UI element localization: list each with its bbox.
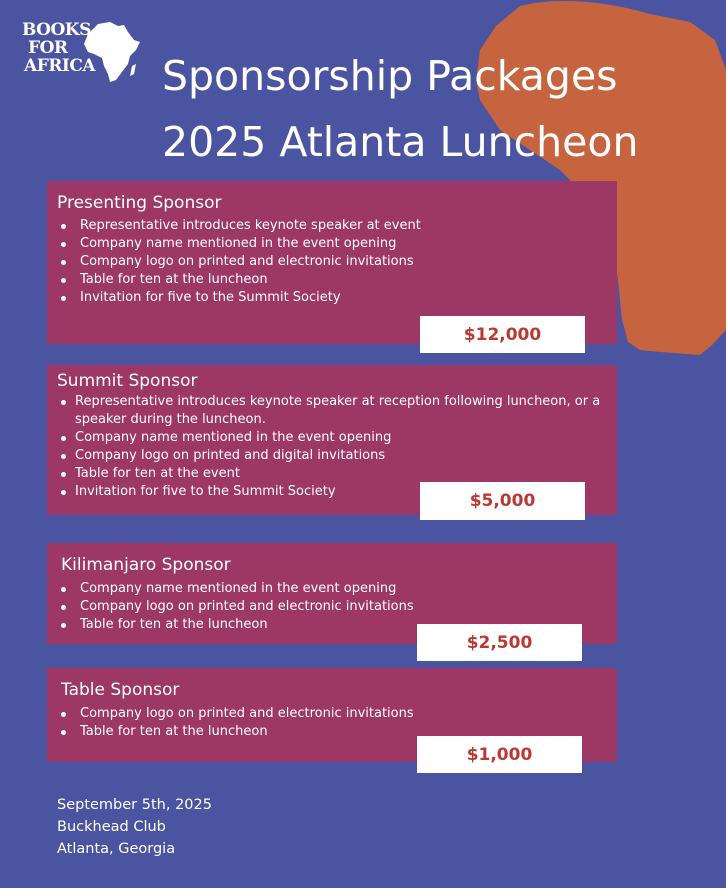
package-title: Summit Sponsor [57,371,198,391]
benefit-item: Company name mentioned in the event opening [57,429,605,447]
africa-map-icon [84,22,140,84]
page-title-line-1: Sponsorship Packages [162,52,618,100]
benefit-item: Invitation for five to the Summit Society [57,289,607,307]
package-card-summit [47,365,617,515]
event-location: Atlanta, Georgia [57,841,176,857]
benefit-item: Table for ten at the luncheon [57,271,607,289]
benefit-item: Company logo on printed and digital invitations [57,447,605,465]
page-title-line-2: 2025 Atlanta Luncheon [162,118,639,166]
package-title: Table Sponsor [61,680,180,700]
logo-text-africa: AFRICA [24,56,96,76]
logo-text-books: BOOKS [22,20,91,40]
benefit-item: Company logo on printed and electronic invitations [57,705,607,723]
package-price: $5,000 [420,482,585,520]
package-card-presenting [47,181,617,344]
package-card-table [47,668,617,765]
logo-text-for: FOR [28,38,68,58]
package-price: $2,500 [417,624,582,661]
event-venue: Buckhead Club [57,819,166,835]
benefit-item: Company name mentioned in the event opening [57,580,607,598]
package-title: Presenting Sponsor [57,193,222,213]
benefit-item: Invitation for five to the Summit Society [57,483,605,501]
event-date: September 5th, 2025 [57,797,212,813]
package-benefits [57,217,607,307]
package-title: Kilimanjaro Sponsor [61,555,231,575]
package-price: $12,000 [420,316,585,353]
package-price: $1,000 [417,736,582,773]
benefit-item: Table for ten at the luncheon [57,616,607,634]
benefit-item: Company name mentioned in the event opening [57,235,607,253]
benefit-item: Table for ten at the event [57,465,605,483]
benefit-item: Representative introduces keynote speaker at reception following luncheon, or a speaker during the luncheon. [57,393,605,429]
benefit-item: Company logo on printed and electronic invitations [57,598,607,616]
books-for-africa-logo[interactable] [22,18,142,98]
benefit-item: Table for ten at the luncheon [57,723,607,741]
benefit-item: Representative introduces keynote speaker at event [57,217,607,235]
benefit-item: Company logo on printed and electronic invitations [57,253,607,271]
package-card-kilimanjaro [47,543,617,653]
